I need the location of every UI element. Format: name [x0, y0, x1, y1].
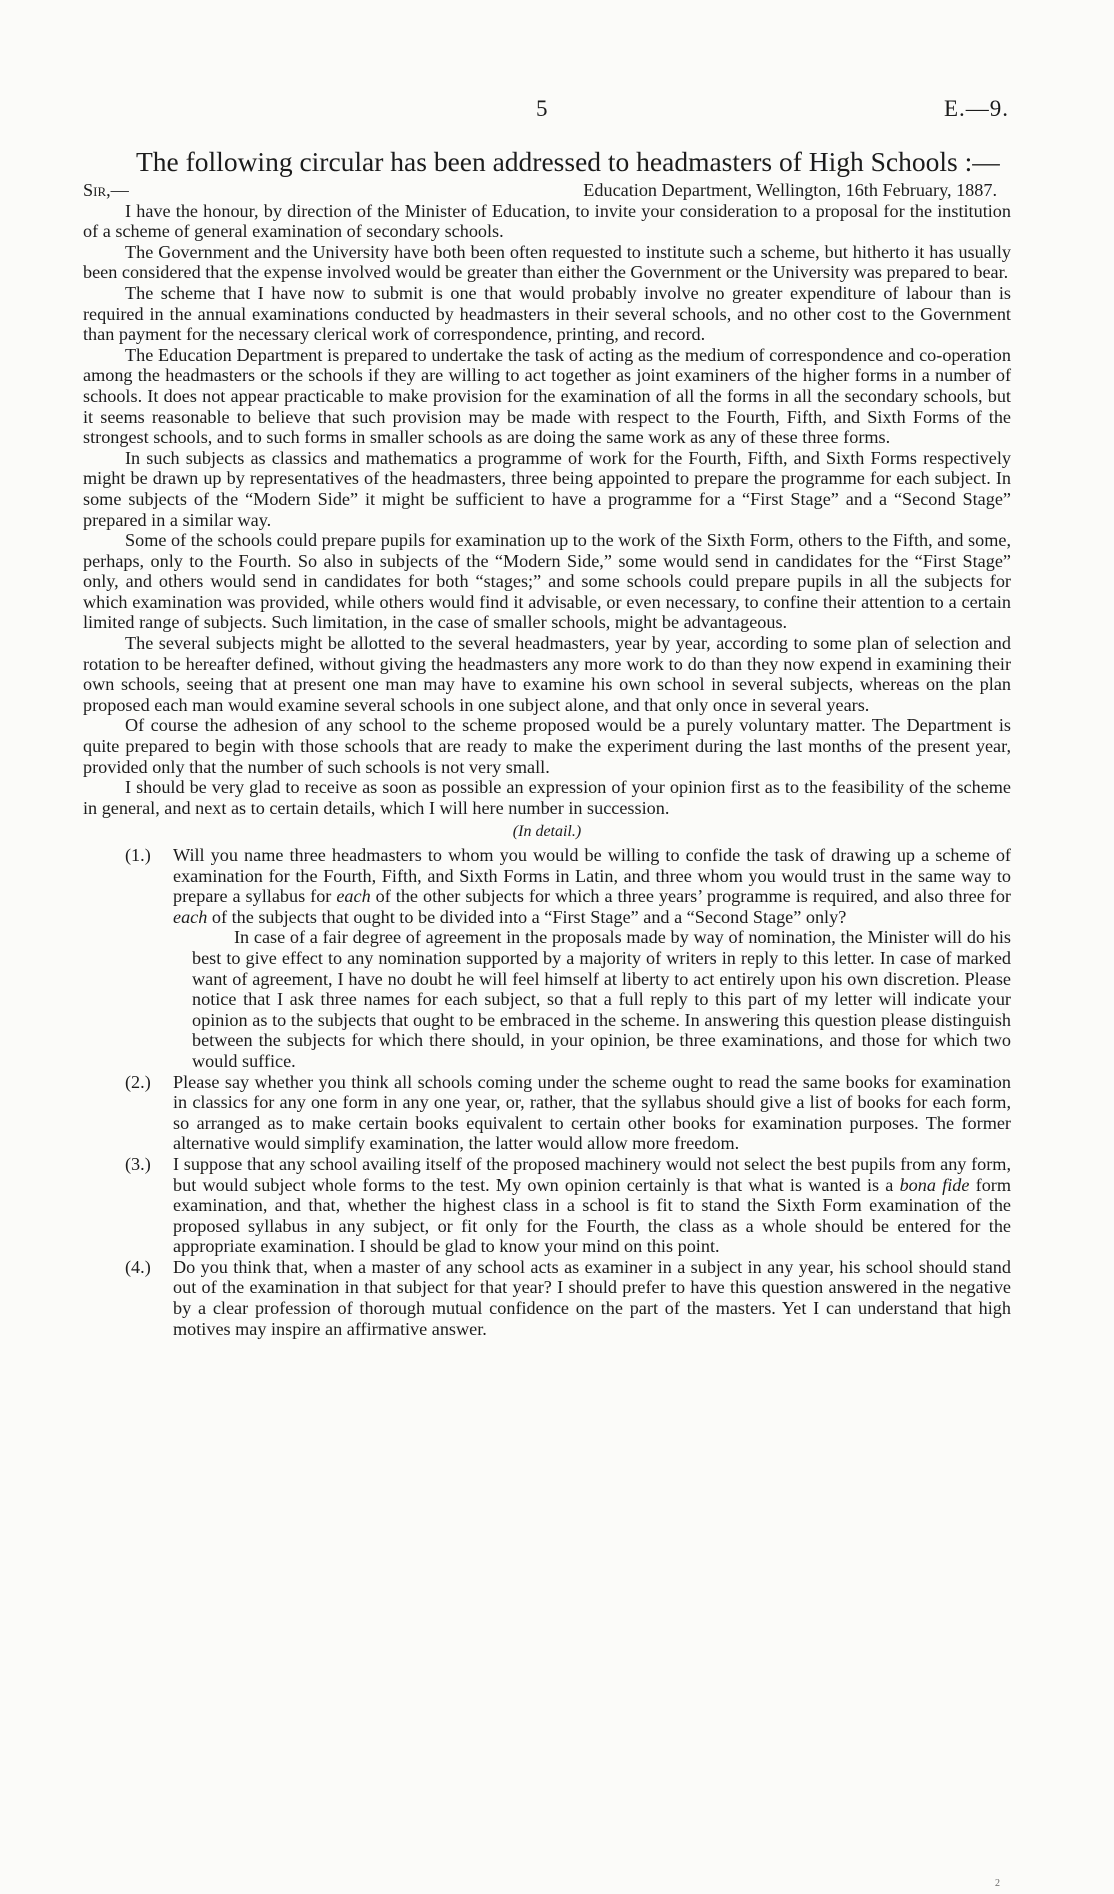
- question-item: [83, 1072, 1011, 1154]
- dateline: Education Department, Wellington, 16th February, 1887.: [583, 180, 997, 200]
- emphasis: each: [336, 886, 371, 907]
- question-number: (2.): [125, 1071, 151, 1092]
- question-number: (4.): [125, 1256, 151, 1277]
- question-text-part: I suppose that any school availing itself of the proposed machinery would not select the best pupils from any form, but would subject whole forms to the test. My own opinion certainly is that what is wanted is a: [173, 1153, 1011, 1195]
- emphasis: bona fide: [899, 1174, 970, 1195]
- question-text-part: form examination, and that, whether the highest class in a school is fit to stand the Sixth Form examination of the proposed syllabus in any subject, or fit only for the Fourth, the class as a whole should be entered for the appropriate examination. I should be glad to know your mind on this point.: [173, 1174, 1011, 1257]
- paragraph: I have the honour, by direction of the Minister of Education, to invite your consideration to a proposal for the institution of a scheme of general examination of secondary schools.: [83, 200, 1011, 242]
- question-number: (1.): [125, 845, 151, 865]
- question-note: In case of a fair degree of agreement in the proposals made by way of nomination, the Minister will do his best to give effect to any nomination supported by a majority of writers in reply to this letter. In case of marked want of agreement, I have no doubt he will feel himself at liberty to act entirely upon his own discretion. Please notice that I ask three names for each subject, so that a full reply to this part of my letter will indicate your opinion as to the subjects that ought to be embraced in the scheme. In answering this question please distinguish between the subjects for which there should, in your opinion, be three examinations, and those for which two would suffice.: [192, 927, 1011, 1071]
- question-text: [173, 1154, 1011, 1257]
- page-header: [0, 96, 1114, 130]
- emphasis: each: [173, 906, 208, 927]
- question-text-part: of the subjects that ought to be divided into a “First Stage” and a “Second Stage” only?: [207, 906, 847, 927]
- paragraph: In such subjects as classics and mathematics a programme of work for the Fourth, Fifth, and Sixth Forms respectively might be drawn up by representatives of the headmasters, three being appointed to prepare the programme for each subject. In some subjects of the “Modern Side” it might be sufficient to have a programme for a “First Stage” and a “Second Stage” prepared in a similar way.: [83, 447, 1011, 530]
- salutation: Sir,—: [83, 180, 129, 200]
- paragraph: The several subjects might be allotted to the several headmasters, year by year, according to some plan of selection and rotation to be hereafter defined, without giving the headmasters any more work to do than they now expend in examining their own schools, seeing that at present one man may have to examine his own school in several subjects, whereas on the plan proposed each man would examine several schools in one subject alone, and that only once in several years.: [83, 633, 1011, 715]
- question-number: (3.): [125, 1153, 151, 1174]
- paragraph: The Education Department is prepared to undertake the task of acting as the medium of correspondence and co-operation among the headmasters or the schools if they are willing to act together as joint examiners of the higher forms in a number of schools. It does not appear practicable to make provision for the examination of all the forms in all the secondary schools, but it seems reasonable to believe that such provision may be made with respect to the Fourth, Fifth, and Sixth Forms of the strongest schools, and to such forms in smaller schools as are doing the same work as any of these three forms.: [83, 344, 1011, 448]
- question-text: Do you think that, when a master of any school acts as examiner in a subject in any year, his school should stand out of the examination in that subject for that year? I should prefer to have this question answered in the negative by a clear profession of thorough mutual confidence on the part of the masters. Yet I can understand that high motives may inspire an affirmative answer.: [173, 1256, 1011, 1339]
- question-text: Please say whether you think all schools coming under the scheme ought to read the same books for examination in classics for any one form in any one year, or, rather, that the syllabus should give a list of books for each form, so arranged as to make certain books equivalent to certain other books for examination purposes. The former alternative would simplify examination, the latter would allow more freedom.: [173, 1071, 1011, 1154]
- question-item: [83, 1154, 1011, 1257]
- page-number: 5: [536, 96, 548, 121]
- question-item: [83, 845, 1011, 927]
- question-text-part: Will you name three headmasters to whom you would be willing to confide the task of drawing up a scheme of examination for the Fourth, Fifth, and Sixth Forms in Latin, and three whom you would trust in the same way to prepare a syllabus for: [173, 845, 1011, 907]
- question-text: [173, 845, 1011, 927]
- detail-heading: (In detail.): [512, 823, 582, 841]
- circular-heading: The following circular has been addressed to headmasters of High Schools :—: [136, 146, 1000, 177]
- corner-mark: 2: [995, 1878, 1000, 1889]
- paragraph: I should be very glad to receive as soon as possible an expression of your opinion first as to the feasibility of the scheme in general, and next as to certain details, which I will here number in succession.: [83, 777, 1011, 818]
- document-body: [83, 148, 1011, 1339]
- paragraph: Of course the adhesion of any school to the scheme proposed would be a purely voluntary matter. The Department is quite prepared to begin with those schools that are ready to make the experiment during the last months of the present year, provided only that the number of such schools is not very small.: [83, 715, 1011, 777]
- paragraph: The scheme that I have now to submit is one that would probably involve no greater expenditure of labour than is required in the annual examinations conducted by headmasters in their several schools, and no other cost to the Government than payment for the necessary clerical work of correspondence, printing, and record.: [83, 282, 1011, 345]
- question-text-part: of the other subjects for which a three years’ programme is required, and also three for: [370, 886, 1011, 907]
- paragraph: Some of the schools could prepare pupils for examination up to the work of the Sixth Form, others to the Fifth, and some, perhaps, only to the Fourth. So also in subjects of the “Modern Side,” some would send in candidates for the “First Stage” only, and others would send in candidates for both “stages;” and some schools could prepare pupils in all the subjects for which examination was provided, while others would find it advisable, or even necessary, to confine their attention to a certain limited range of subjects. Such limitation, in the case of smaller schools, might be advantageous.: [83, 530, 1011, 633]
- document-reference: E.—9.: [943, 96, 1009, 121]
- paragraph: The Government and the University have both been often requested to institute such a scheme, but hitherto it has usually been considered that the expense involved would be greater than either the Government or the University was prepared to bear.: [83, 241, 1011, 283]
- question-item: [83, 1257, 1011, 1339]
- salutation-line: [83, 180, 1011, 201]
